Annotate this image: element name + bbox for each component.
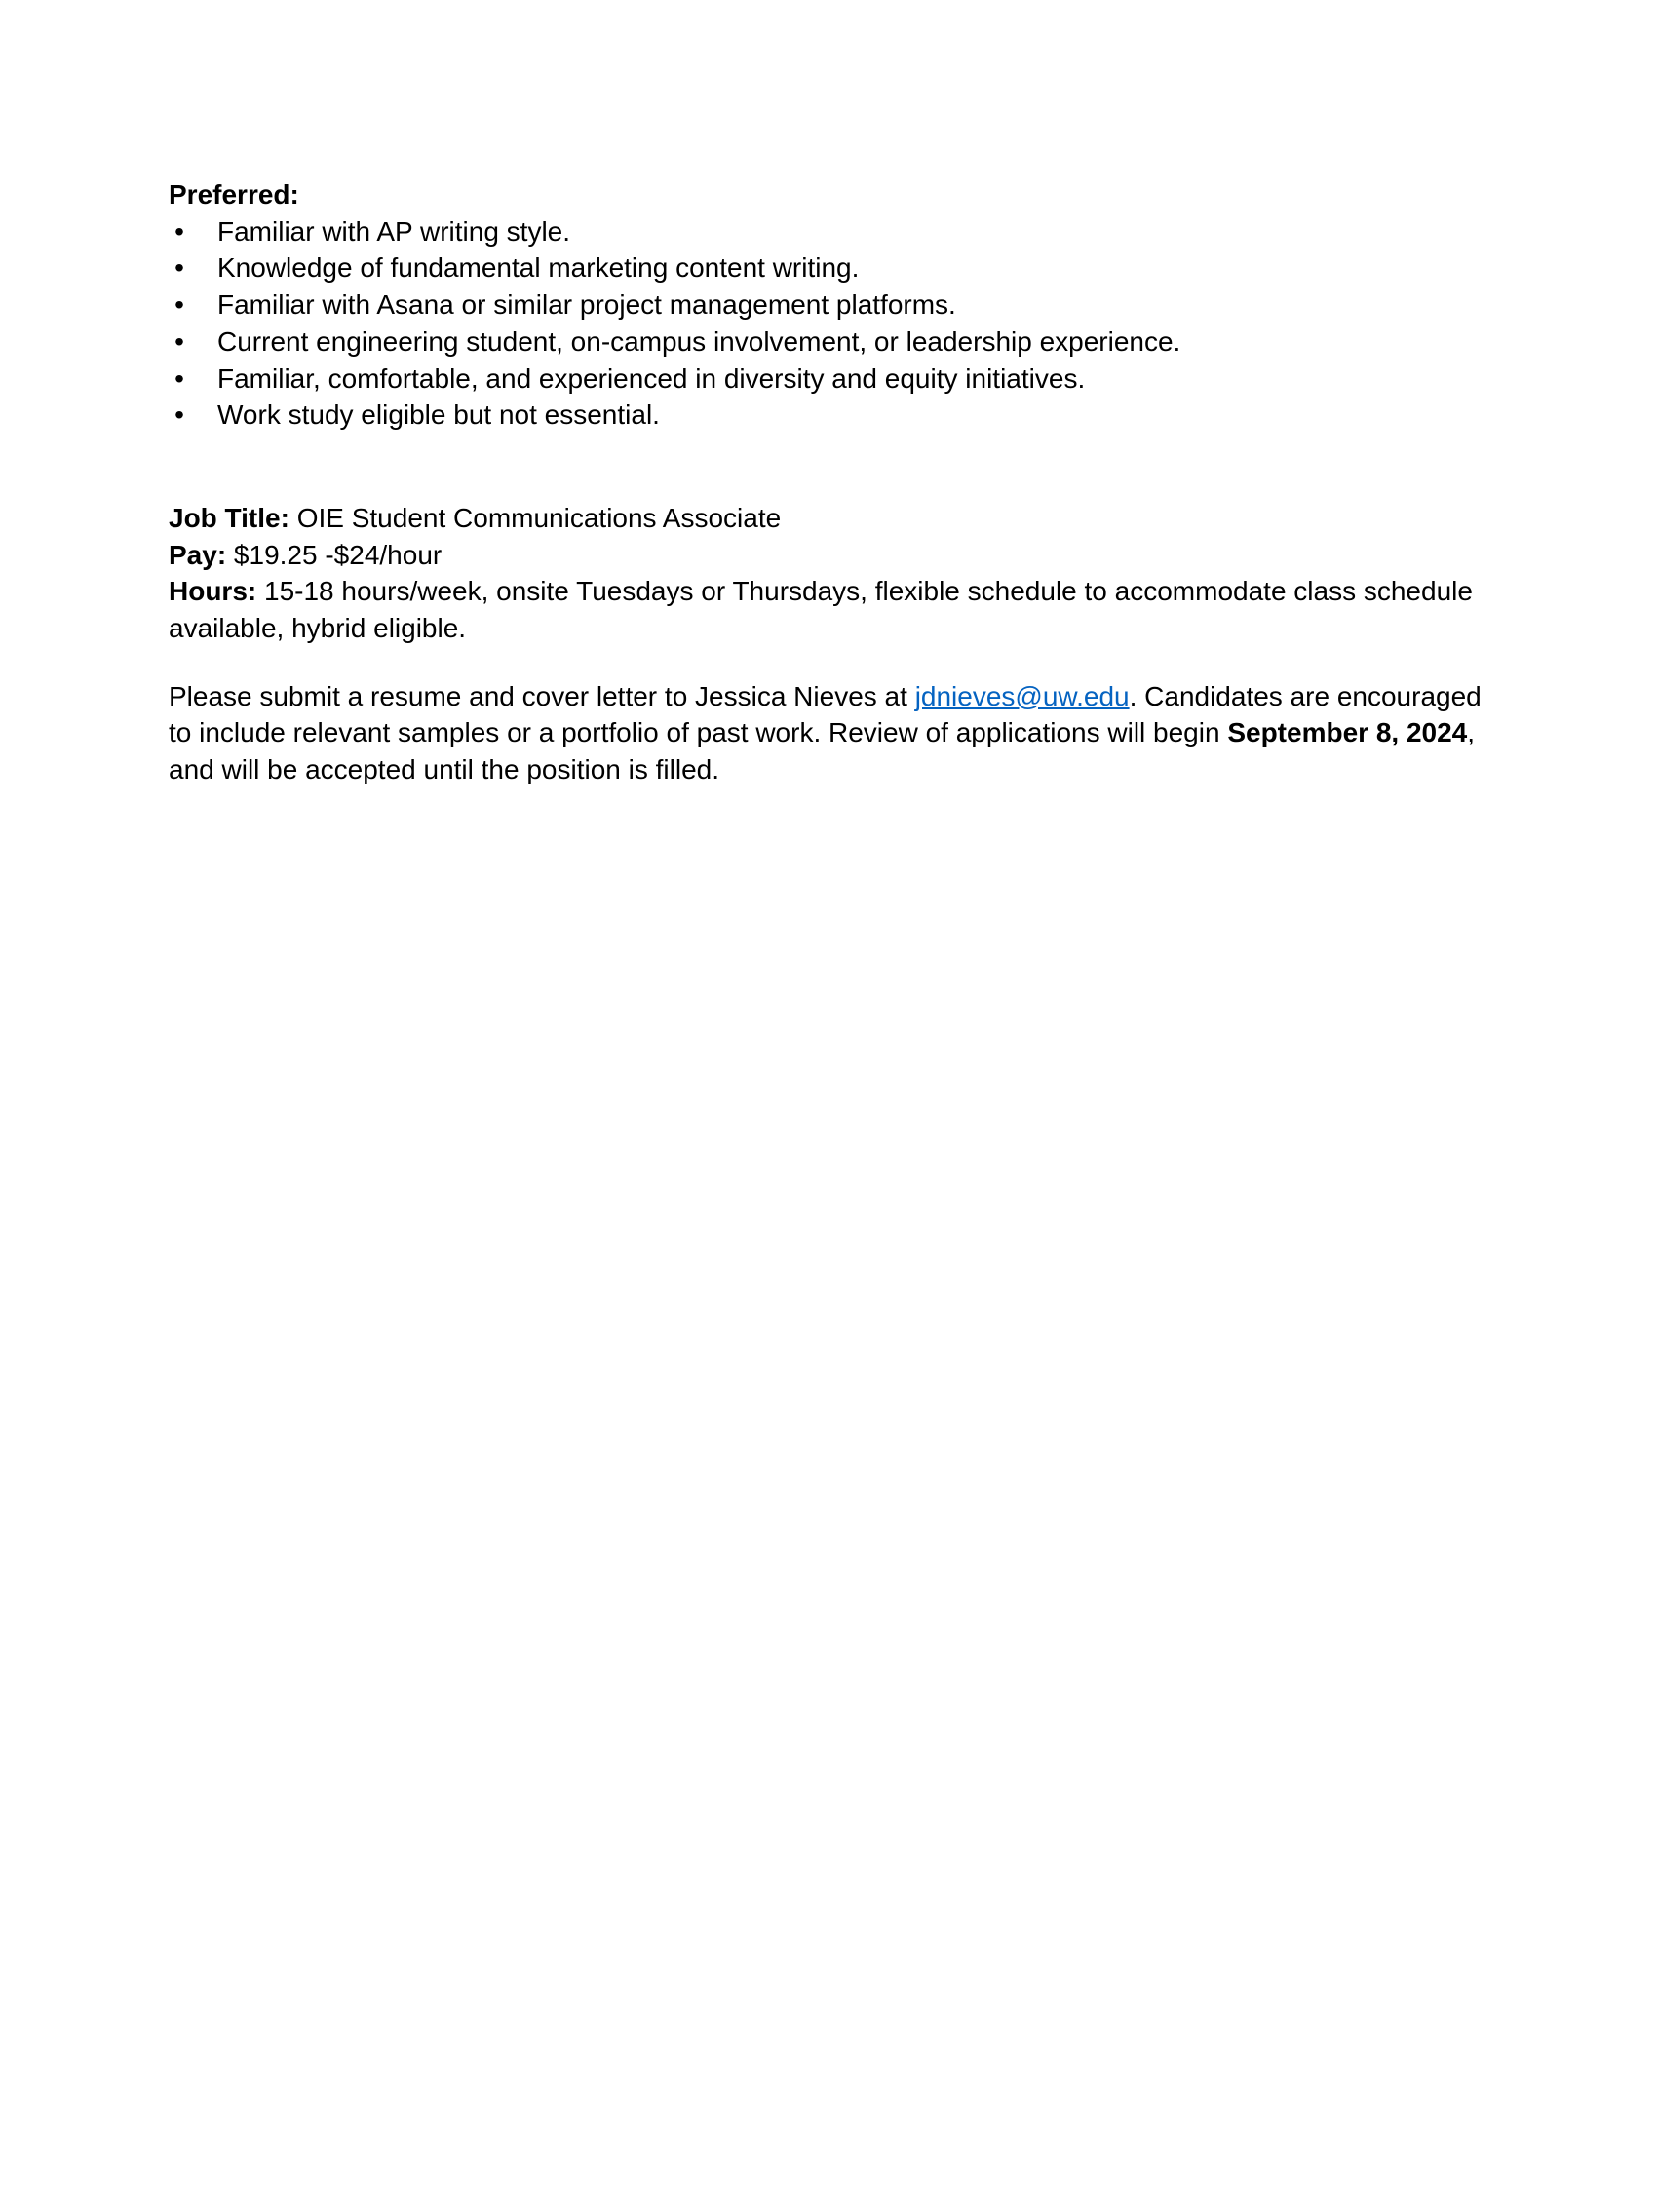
job-title-line [169, 500, 1504, 537]
list-item [169, 286, 1504, 324]
application-text-end: , and will be accepted until the position is filled. [169, 717, 1476, 785]
list-item-text: Knowledge of fundamental marketing content writing. [217, 252, 860, 284]
list-item [169, 249, 1504, 286]
application-deadline: September 8, 2024 [1227, 717, 1468, 748]
hours-value: 15-18 hours/week, onsite Tuesdays or Thursdays, flexible schedule to accommodate class schedule available, hybrid eligible. [169, 576, 1473, 644]
bullet-icon: • [174, 289, 184, 321]
application-text-middle: . Candidates are encouraged to include relevant samples or a portfolio of past work. Review of applications will begin [169, 680, 1482, 748]
pay-value: $19.25 -$24/hour [226, 539, 443, 570]
job-title-value: OIE Student Communications Associate [289, 502, 782, 533]
list-item [169, 324, 1504, 361]
hours-line [169, 573, 1504, 646]
pay-line [169, 537, 1504, 574]
hours-label: Hours: [169, 576, 257, 607]
application-paragraph [169, 678, 1504, 788]
list-item-text: Familiar with Asana or similar project management platforms. [217, 289, 956, 321]
preferred-heading: Preferred: [169, 179, 299, 210]
email-link[interactable]: jdnieves@uw.edu [914, 680, 1130, 711]
document-body [169, 176, 1504, 788]
spacer [169, 647, 1504, 678]
bullet-icon: • [174, 400, 184, 431]
application-text-intro: Please submit a resume and cover letter to Jessica Nieves at [169, 680, 915, 711]
bullet-icon: • [174, 325, 184, 357]
list-item-text: Current engineering student, on-campus involvement, or leadership experience. [217, 325, 1181, 357]
list-item-text: Familiar with AP writing style. [217, 215, 571, 247]
list-item-text: Work study eligible but not essential. [217, 400, 660, 431]
preferred-list [169, 213, 1504, 434]
job-title-label: Job Title: [169, 502, 289, 533]
list-item [169, 213, 1504, 250]
list-item-text: Familiar, comfortable, and experienced in diversity and equity initiatives. [217, 362, 1086, 394]
list-item [169, 361, 1504, 398]
bullet-icon: • [174, 362, 184, 394]
list-item [169, 397, 1504, 434]
spacer [169, 434, 1504, 500]
pay-label: Pay: [169, 539, 227, 570]
bullet-icon: • [174, 215, 184, 247]
bullet-icon: • [174, 252, 184, 284]
